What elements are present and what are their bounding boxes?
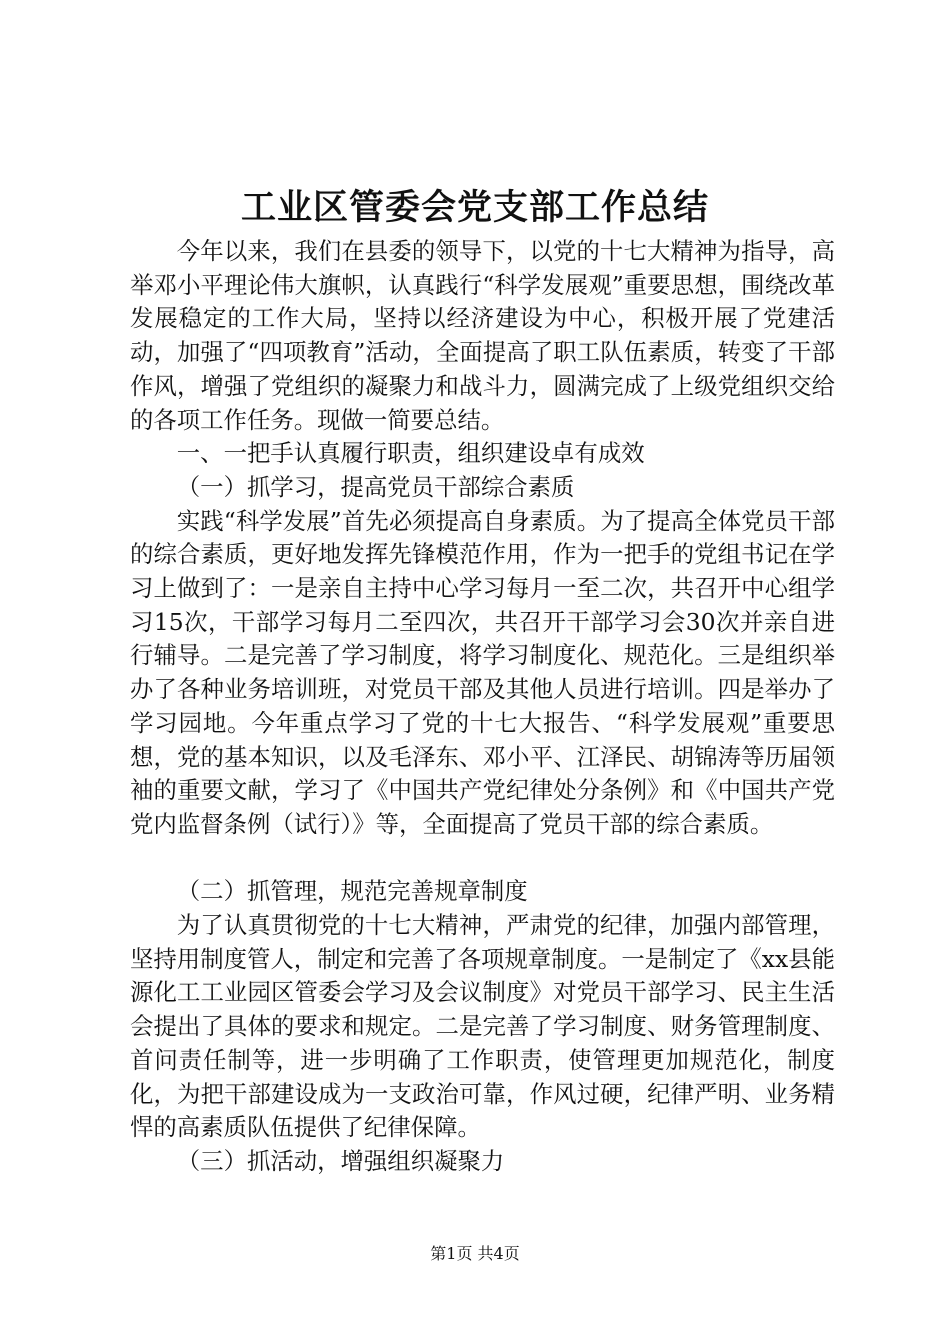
document-body (130, 235, 835, 1179)
section-heading-1: 一、一把手认真履行职责，组织建设卓有成效 (176, 439, 645, 468)
body-paragraph-study: 实践“科学发展”首先必须提高自身素质。为了提高全体党员干部的综合素质，更好地发挥先锋模范作用，作为一把手的党组书记在学习上做到了：一是亲自主持中心学习每月一至二次，共召开中心组学习15次，干部学习每月二至四次，共召开干部学习会30次并亲自进行辅导。二是完善了学习制度，将学习制度化、规范化。三是组织举办了各种业务培训班，对党员干部及其他人员进行培训。四是举办了学习园地。今年重点学习了党的十七大报告、“科学发展观”重要思想，党的基本知识，以及毛泽东、邓小平、江泽民、胡锦涛等历届领袖的重要文献，学习了《中国共产党纪律处分条例》和《中国共产党党内监督条例（试行）》等，全面提高了党员干部的综合素质。 (130, 506, 835, 838)
blank-line (130, 842, 835, 876)
body-paragraph-management: 为了认真贯彻党的十七大精神，严肃党的纪律，加强内部管理，坚持用制度管人，制定和完善了各项规章制度。一是制定了《xx县能源化工工业园区管委会学习及会议制度》对党员干部学习、民主生活会提出了具体的要求和规定。二是完善了学习制度、财务管理制度、首问责任制等，进一步明确了工作职责，使管理更加规范化，制度化，为把干部建设成为一支政治可靠，作风过硬，纪律严明、业务精悍的高素质队伍提供了纪律保障。 (130, 911, 835, 1142)
subsection-heading-3: （三）抓活动，增强组织凝聚力 (176, 1146, 505, 1175)
subsection-heading-1: （一）抓学习，提高党员干部综合素质 (176, 472, 575, 501)
intro-paragraph: 今年以来，我们在县委的领导下，以党的十七大精神为指导，高举邓小平理论伟大旗帜，认真践行“科学发展观”重要思想，围绕改革发展稳定的工作大局，坚持以经济建设为中心，积极开展了党建活动，加强了“四项教育”活动，全面提高了职工队伍素质，转变了干部作风，增强了党组织的凝聚力和战斗力，圆满完成了上级党组织交给的各项工作任务。现做一简要总结。 (130, 237, 835, 434)
document-title: 工业区管委会党支部工作总结 (240, 187, 709, 228)
page-footer: 第1页 共4页 (430, 1244, 520, 1263)
subsection-heading-2: （二）抓管理，规范完善规章制度 (176, 877, 528, 906)
